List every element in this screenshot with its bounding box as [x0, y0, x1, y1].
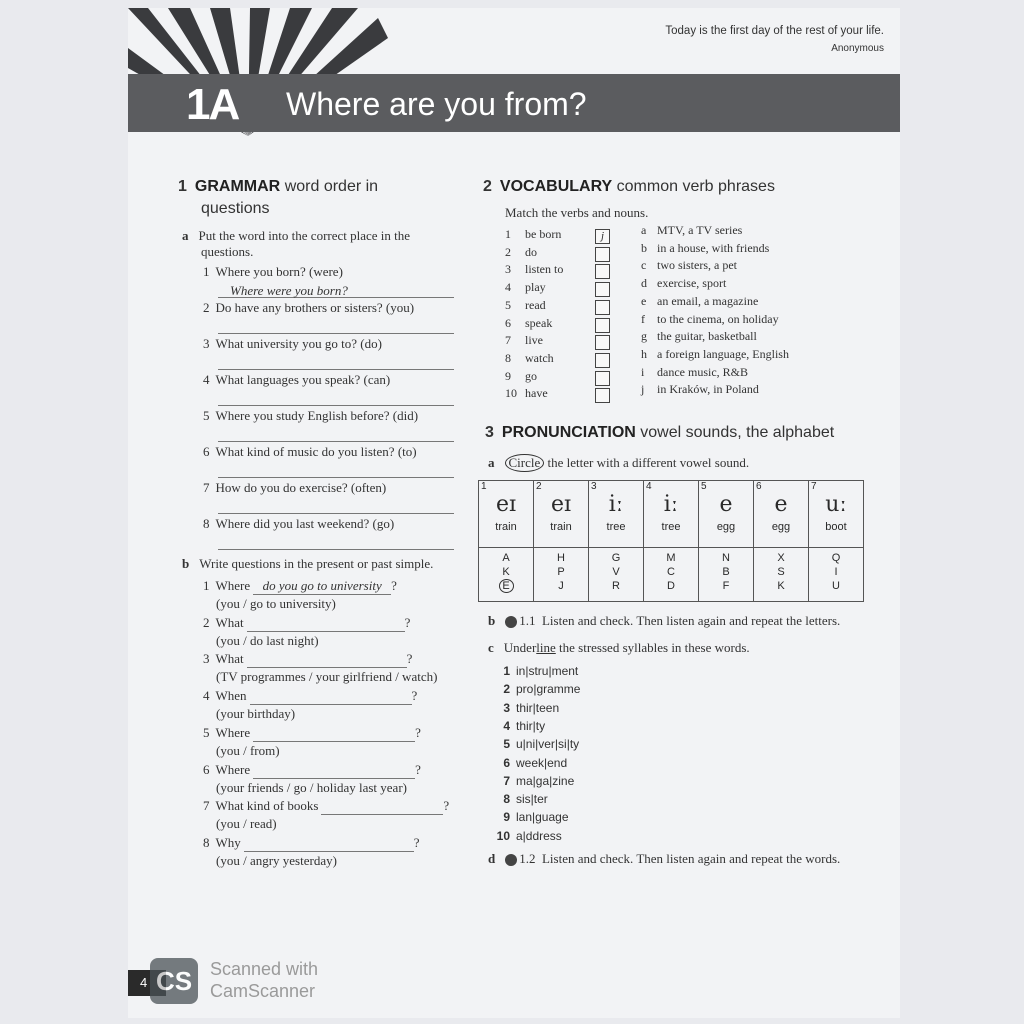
- watermark-line: Scanned with: [210, 959, 319, 979]
- title-banner: [128, 74, 900, 132]
- pronunciation-a-instruction: [488, 454, 749, 472]
- word-syllables: u|ni|ver|si|ty: [516, 737, 580, 752]
- word-syllables: thir|teen: [516, 700, 560, 715]
- column-number: 2: [536, 481, 542, 492]
- quote-block: [665, 22, 884, 58]
- answer-box[interactable]: [595, 371, 610, 386]
- section-number: 2: [483, 178, 492, 195]
- question-hint: (you / go to university): [216, 596, 336, 611]
- section-number: 3: [485, 424, 494, 441]
- question-hint: (you / angry yesterday): [216, 852, 337, 868]
- instruction-text: Put the word into the correct place in the: [198, 228, 411, 243]
- grammar-question-item: [203, 336, 382, 352]
- syllable-word[interactable]: [494, 810, 569, 824]
- sound-word: tree: [606, 521, 626, 533]
- alphabet-letter[interactable]: P: [557, 566, 565, 578]
- page-title: Where are you from?: [286, 86, 587, 122]
- item-number: 1: [505, 227, 511, 241]
- exercise-label: d: [488, 851, 496, 866]
- letters-row: [479, 548, 864, 602]
- question-mark: ?: [443, 798, 450, 814]
- answer-box[interactable]: [595, 388, 610, 403]
- sound-word: egg: [771, 521, 791, 533]
- word-syllables: a|ddress: [516, 828, 562, 843]
- item-text: Where did you last weekend? (go): [215, 516, 395, 531]
- sound-picture-row: [479, 481, 864, 548]
- exercise-label: a: [182, 228, 189, 243]
- vowel-sounds-table: [478, 480, 864, 602]
- instruction-text: Listen and check. Then listen again and repeat the words.: [541, 851, 841, 866]
- verb-item: [505, 298, 546, 313]
- exercise-label: b: [182, 556, 190, 571]
- word-syllables: ma|ga|zine: [516, 773, 575, 788]
- verb-item: [505, 280, 546, 295]
- noun-item: [641, 382, 759, 397]
- item-number: 6: [203, 444, 210, 459]
- verb-text: have: [525, 386, 548, 401]
- section-title: PRONUNCIATION: [501, 424, 636, 441]
- alphabet-letter[interactable]: U: [832, 580, 840, 592]
- word-syllables: pro|gramme: [516, 682, 581, 697]
- question-mark: ?: [413, 834, 420, 850]
- sound-cell: [754, 481, 809, 548]
- phonetic-symbol: eɪ: [495, 492, 517, 517]
- syllable-word[interactable]: [494, 774, 574, 788]
- verb-item: [505, 227, 561, 242]
- grammar-a-instruction-2: questions.: [201, 244, 254, 259]
- item-letter: f: [641, 311, 645, 326]
- alphabet-letter[interactable]: M: [666, 552, 676, 564]
- item-number: 8: [505, 350, 511, 365]
- item-number: 2: [203, 300, 210, 315]
- answer-blank[interactable]: [250, 688, 412, 705]
- word-syllables: week|end: [516, 755, 568, 770]
- noun-item: [641, 258, 737, 273]
- item-number: 8: [203, 834, 210, 850]
- workbook-page: [128, 8, 900, 1018]
- alphabet-letter[interactable]: E: [499, 579, 514, 593]
- unit-number: 1A: [186, 80, 239, 129]
- answer-box[interactable]: [595, 247, 610, 262]
- syllable-word[interactable]: [494, 829, 562, 843]
- verb-text: read: [525, 297, 546, 312]
- question-word: When: [215, 688, 247, 704]
- answer-line[interactable]: [218, 440, 454, 442]
- item-letter: e: [641, 293, 647, 308]
- verb-item: [505, 333, 543, 348]
- item-number: 7: [203, 480, 210, 495]
- grammar-question-item: [203, 408, 418, 424]
- item-number: 9: [503, 810, 510, 825]
- item-number: 4: [505, 280, 511, 295]
- answer-line[interactable]: [218, 368, 454, 370]
- answer-box[interactable]: [595, 282, 610, 297]
- question-prompt: [203, 835, 420, 852]
- verb-item: [505, 245, 537, 260]
- word-syllables: in|stru|ment: [516, 664, 579, 678]
- syllable-word[interactable]: [494, 756, 567, 770]
- grammar-question-item: [203, 480, 386, 496]
- question-hint: (you / read): [216, 816, 277, 832]
- item-number: 3: [203, 336, 210, 351]
- answer-blank[interactable]: [247, 651, 407, 668]
- answer-blank[interactable]: [244, 835, 414, 852]
- alphabet-letter[interactable]: K: [502, 566, 510, 578]
- sound-cell: [699, 481, 754, 548]
- sound-word: tree: [661, 521, 681, 533]
- exercise-label: c: [488, 640, 494, 655]
- question-prompt: [203, 798, 449, 815]
- circled-word: Circle: [505, 454, 545, 472]
- verb-item: [505, 351, 554, 366]
- alphabet-letter[interactable]: H: [557, 552, 565, 564]
- item-number: 7: [203, 798, 210, 814]
- column-number: 1: [481, 481, 487, 492]
- item-text: Where you born? (were): [215, 264, 343, 279]
- syllable-word[interactable]: [494, 682, 580, 696]
- verb-item: [505, 369, 537, 384]
- noun-text: MTV, a TV series: [657, 223, 743, 237]
- answer-line[interactable]: [218, 512, 454, 514]
- letters-cell: [589, 548, 644, 602]
- item-number: 2: [505, 244, 511, 259]
- item-number: 3: [505, 262, 511, 277]
- pronunciation-b-instruction: [488, 613, 840, 629]
- syllable-word[interactable]: [494, 719, 545, 733]
- phonetic-symbol: uː: [825, 492, 847, 517]
- phonetic-symbol: iː: [663, 492, 679, 517]
- section-title: VOCABULARY: [499, 178, 613, 195]
- sound-cell: [479, 481, 534, 548]
- sound-word: egg: [716, 521, 736, 533]
- item-number: 6: [203, 761, 210, 777]
- item-letter: a: [641, 223, 647, 237]
- verb-text: do: [525, 244, 537, 259]
- item-text: How do you do exercise? (often): [215, 480, 387, 495]
- alphabet-letter[interactable]: Q: [831, 552, 841, 564]
- letters-cell: [644, 548, 699, 602]
- alphabet-letter[interactable]: S: [777, 566, 785, 578]
- column-number: 4: [646, 481, 652, 492]
- item-number: 2: [203, 614, 210, 630]
- grammar-question-item: [203, 372, 390, 388]
- sound-word: boot: [825, 521, 847, 533]
- noun-text: in Kraków, in Poland: [657, 382, 759, 397]
- verb-text: live: [525, 333, 543, 348]
- letters-cell: [479, 548, 534, 602]
- syllable-word[interactable]: [494, 792, 548, 806]
- item-number: 8: [203, 516, 210, 531]
- answer-box[interactable]: [595, 264, 610, 279]
- noun-text: to the cinema, on holiday: [657, 311, 779, 326]
- noun-item: [641, 241, 769, 256]
- answer-blank[interactable]: do you go to university: [253, 578, 391, 595]
- question-mark: ?: [391, 578, 397, 593]
- item-number: 5: [203, 724, 210, 740]
- alphabet-letter[interactable]: F: [722, 580, 730, 592]
- question-mark: ?: [415, 724, 421, 740]
- section-subtitle: common verb phrases: [616, 178, 775, 195]
- item-number: 5: [203, 408, 210, 423]
- instruction-text: the letter with a different vowel sound.: [547, 455, 750, 470]
- answer-box[interactable]: [595, 335, 610, 350]
- syllable-word[interactable]: [494, 701, 559, 715]
- answer-box[interactable]: [595, 353, 610, 368]
- verb-item: [505, 316, 552, 331]
- verb-text: watch: [525, 350, 554, 365]
- answer-box[interactable]: j: [595, 229, 610, 244]
- item-number: 3: [503, 700, 510, 715]
- item-letter: i: [641, 364, 645, 379]
- vocabulary-heading: [483, 178, 775, 196]
- quote-text: Today is the first day of the rest of your life.: [665, 25, 884, 37]
- item-number: 7: [505, 333, 511, 348]
- alphabet-letter[interactable]: C: [667, 566, 675, 578]
- question-prompt: [203, 651, 412, 668]
- item-number: 1: [203, 578, 210, 593]
- noun-item: [641, 365, 748, 380]
- word-syllables: thir|ty: [516, 718, 546, 733]
- question-word: What: [215, 651, 244, 667]
- question-word: Where: [215, 724, 251, 740]
- alphabet-letter[interactable]: D: [667, 580, 675, 592]
- answer-box[interactable]: [595, 318, 610, 333]
- item-letter: g: [641, 329, 647, 344]
- verb-text: listen to: [525, 262, 564, 277]
- phonetic-symbol: e: [774, 492, 788, 517]
- question-hint: (you / from): [216, 742, 280, 758]
- alphabet-letter[interactable]: A: [502, 552, 510, 564]
- noun-item: [641, 276, 726, 291]
- audio-track: 1.2: [519, 851, 536, 866]
- noun-text: in a house, with friends: [657, 240, 770, 255]
- section-subtitle: vowel sounds, the alphabet: [640, 424, 835, 441]
- audio-icon[interactable]: [505, 616, 517, 628]
- noun-item: [641, 223, 742, 238]
- section-title: GRAMMAR: [194, 178, 281, 195]
- question-prompt: [203, 725, 421, 742]
- column-number: 3: [591, 481, 597, 492]
- verb-text: play: [525, 280, 546, 295]
- question-mark: ?: [415, 761, 421, 777]
- noun-text: a foreign language, English: [657, 346, 789, 361]
- verb-item: [505, 386, 548, 401]
- question-mark: ?: [406, 651, 413, 667]
- question-hint: (your friends / go / holiday last year): [216, 779, 407, 795]
- section-subtitle: word order in: [284, 178, 379, 195]
- question-prompt: [203, 762, 421, 779]
- sound-cell: [644, 481, 699, 548]
- question-word: Where: [215, 578, 251, 593]
- vocabulary-instruction: Match the verbs and nouns.: [505, 205, 649, 220]
- grammar-question-item: [203, 264, 343, 280]
- noun-text: an email, a magazine: [657, 293, 759, 308]
- item-letter: h: [641, 346, 647, 361]
- item-number: 4: [503, 718, 510, 733]
- grammar-heading: [178, 178, 378, 196]
- noun-text: two sisters, a pet: [657, 258, 737, 273]
- question-prompt: [203, 615, 410, 632]
- letters-cell: [699, 548, 754, 602]
- item-number: 5: [503, 737, 510, 752]
- item-letter: d: [641, 276, 647, 291]
- syllable-word[interactable]: [494, 737, 579, 751]
- item-text: What languages you speak? (can): [215, 372, 391, 387]
- question-prompt: [203, 578, 397, 595]
- column-number: 5: [701, 481, 707, 492]
- item-letter: c: [641, 258, 647, 273]
- alphabet-letter[interactable]: G: [611, 552, 621, 564]
- letters-cell: [809, 548, 864, 602]
- question-word: Why: [215, 834, 241, 850]
- instruction-text: Under: [503, 640, 537, 655]
- instruction-text: Write questions in the present or past simple.: [199, 556, 434, 571]
- item-number: 1: [203, 264, 210, 279]
- question-word: What kind of books: [215, 798, 319, 814]
- sound-cell: [534, 481, 589, 548]
- noun-item: [641, 347, 789, 362]
- item-number: 3: [203, 651, 210, 667]
- audio-track: 1.1: [519, 613, 536, 628]
- verb-item: [505, 262, 563, 277]
- alphabet-letter[interactable]: I: [834, 566, 838, 578]
- noun-text: exercise, sport: [657, 276, 727, 291]
- syllable-word[interactable]: [494, 664, 578, 678]
- item-number: 10: [496, 828, 510, 843]
- quote-author: Anonymous: [831, 43, 884, 54]
- pronunciation-heading: [485, 424, 834, 442]
- underlined-text: line: [536, 640, 556, 655]
- question-mark: ?: [404, 614, 411, 630]
- alphabet-letter[interactable]: B: [722, 566, 730, 578]
- item-number: 4: [203, 688, 210, 704]
- instruction-text: the stressed syllables in these words.: [559, 640, 750, 655]
- question-word: Where: [215, 761, 251, 777]
- column-number: 7: [811, 481, 817, 492]
- noun-item: [641, 294, 758, 309]
- alphabet-letter[interactable]: X: [777, 552, 785, 564]
- sound-word: train: [495, 521, 517, 533]
- item-text: Where you study English before? (did): [215, 408, 419, 423]
- word-syllables: lan|guage: [516, 810, 569, 825]
- pronunciation-c-instruction: [488, 640, 750, 656]
- item-number: 9: [505, 368, 511, 383]
- answer-blank[interactable]: [321, 798, 443, 815]
- letters-cell: [754, 548, 809, 602]
- item-number: 5: [505, 297, 511, 312]
- phonetic-symbol: eɪ: [550, 492, 572, 517]
- exercise-label: b: [488, 613, 496, 628]
- noun-text: the guitar, basketball: [657, 329, 757, 344]
- alphabet-letter[interactable]: J: [558, 580, 564, 592]
- grammar-a-instruction: [182, 228, 410, 244]
- verb-text: speak: [525, 315, 553, 330]
- item-text: Do have any brothers or sisters? (you): [215, 300, 415, 315]
- phonetic-symbol: iː: [608, 492, 624, 517]
- sound-cell: [589, 481, 644, 548]
- item-number: 6: [503, 755, 510, 770]
- audio-icon[interactable]: [505, 854, 517, 866]
- item-letter: j: [641, 382, 645, 397]
- noun-item: [641, 312, 779, 327]
- grammar-question-item: [203, 444, 417, 460]
- answer-blank[interactable]: [253, 762, 415, 779]
- question-mark: ?: [411, 688, 418, 704]
- grammar-question-item: [203, 516, 394, 532]
- item-number: 8: [503, 792, 510, 807]
- answer-line[interactable]: [218, 332, 454, 334]
- camscanner-watermark: [210, 958, 318, 1002]
- noun-text: dance music, R&B: [657, 364, 748, 379]
- item-number: 10: [505, 386, 517, 401]
- alphabet-letter[interactable]: R: [612, 580, 620, 592]
- item-number: 4: [203, 372, 210, 387]
- exercise-label: a: [488, 455, 495, 470]
- question-hint: (you / do last night): [216, 632, 319, 648]
- grammar-b-instruction: [182, 556, 433, 572]
- alphabet-letter[interactable]: N: [722, 552, 730, 564]
- letters-cell: [534, 548, 589, 602]
- item-number: 2: [503, 682, 510, 697]
- item-text: What kind of music do you listen? (to): [215, 444, 417, 459]
- answer-box[interactable]: [595, 300, 610, 315]
- instruction-text: Listen and check. Then listen again and repeat the letters.: [541, 613, 841, 628]
- page-number: 4: [128, 970, 166, 996]
- answer-line[interactable]: [218, 476, 454, 478]
- verb-text: be born: [525, 227, 562, 241]
- answer-line[interactable]: [218, 404, 454, 406]
- alphabet-letter[interactable]: V: [612, 566, 620, 578]
- question-hint: (your birthday): [216, 706, 296, 722]
- pronunciation-d-instruction: [488, 851, 840, 867]
- grammar-question-item: [203, 300, 414, 316]
- example-answer: Where were you born?: [230, 283, 348, 298]
- item-number: 7: [503, 773, 510, 788]
- item-number: 6: [505, 315, 511, 330]
- alphabet-letter[interactable]: K: [777, 580, 785, 592]
- watermark-line: CamScanner: [210, 981, 316, 1001]
- question-word: What: [215, 614, 244, 630]
- column-number: 6: [756, 481, 762, 492]
- sound-word: train: [550, 521, 572, 533]
- item-text: What university you go to? (do): [215, 336, 382, 351]
- section-number: 1: [178, 178, 187, 195]
- answer-blank[interactable]: [247, 615, 405, 632]
- item-letter: b: [641, 240, 647, 255]
- answer-blank[interactable]: [253, 725, 415, 742]
- sound-cell: [809, 481, 864, 548]
- item-number: 1: [503, 664, 510, 678]
- grammar-subtitle-line2: questions: [201, 200, 270, 217]
- word-syllables: sis|ter: [516, 792, 548, 807]
- noun-item: [641, 329, 757, 344]
- camscanner-logo: CS: [150, 958, 198, 1004]
- answer-line[interactable]: [218, 548, 454, 550]
- question-hint: (TV programmes / your girlfriend / watch): [216, 669, 438, 685]
- phonetic-symbol: e: [719, 492, 733, 517]
- verb-text: go: [525, 368, 537, 383]
- question-prompt: [203, 688, 417, 705]
